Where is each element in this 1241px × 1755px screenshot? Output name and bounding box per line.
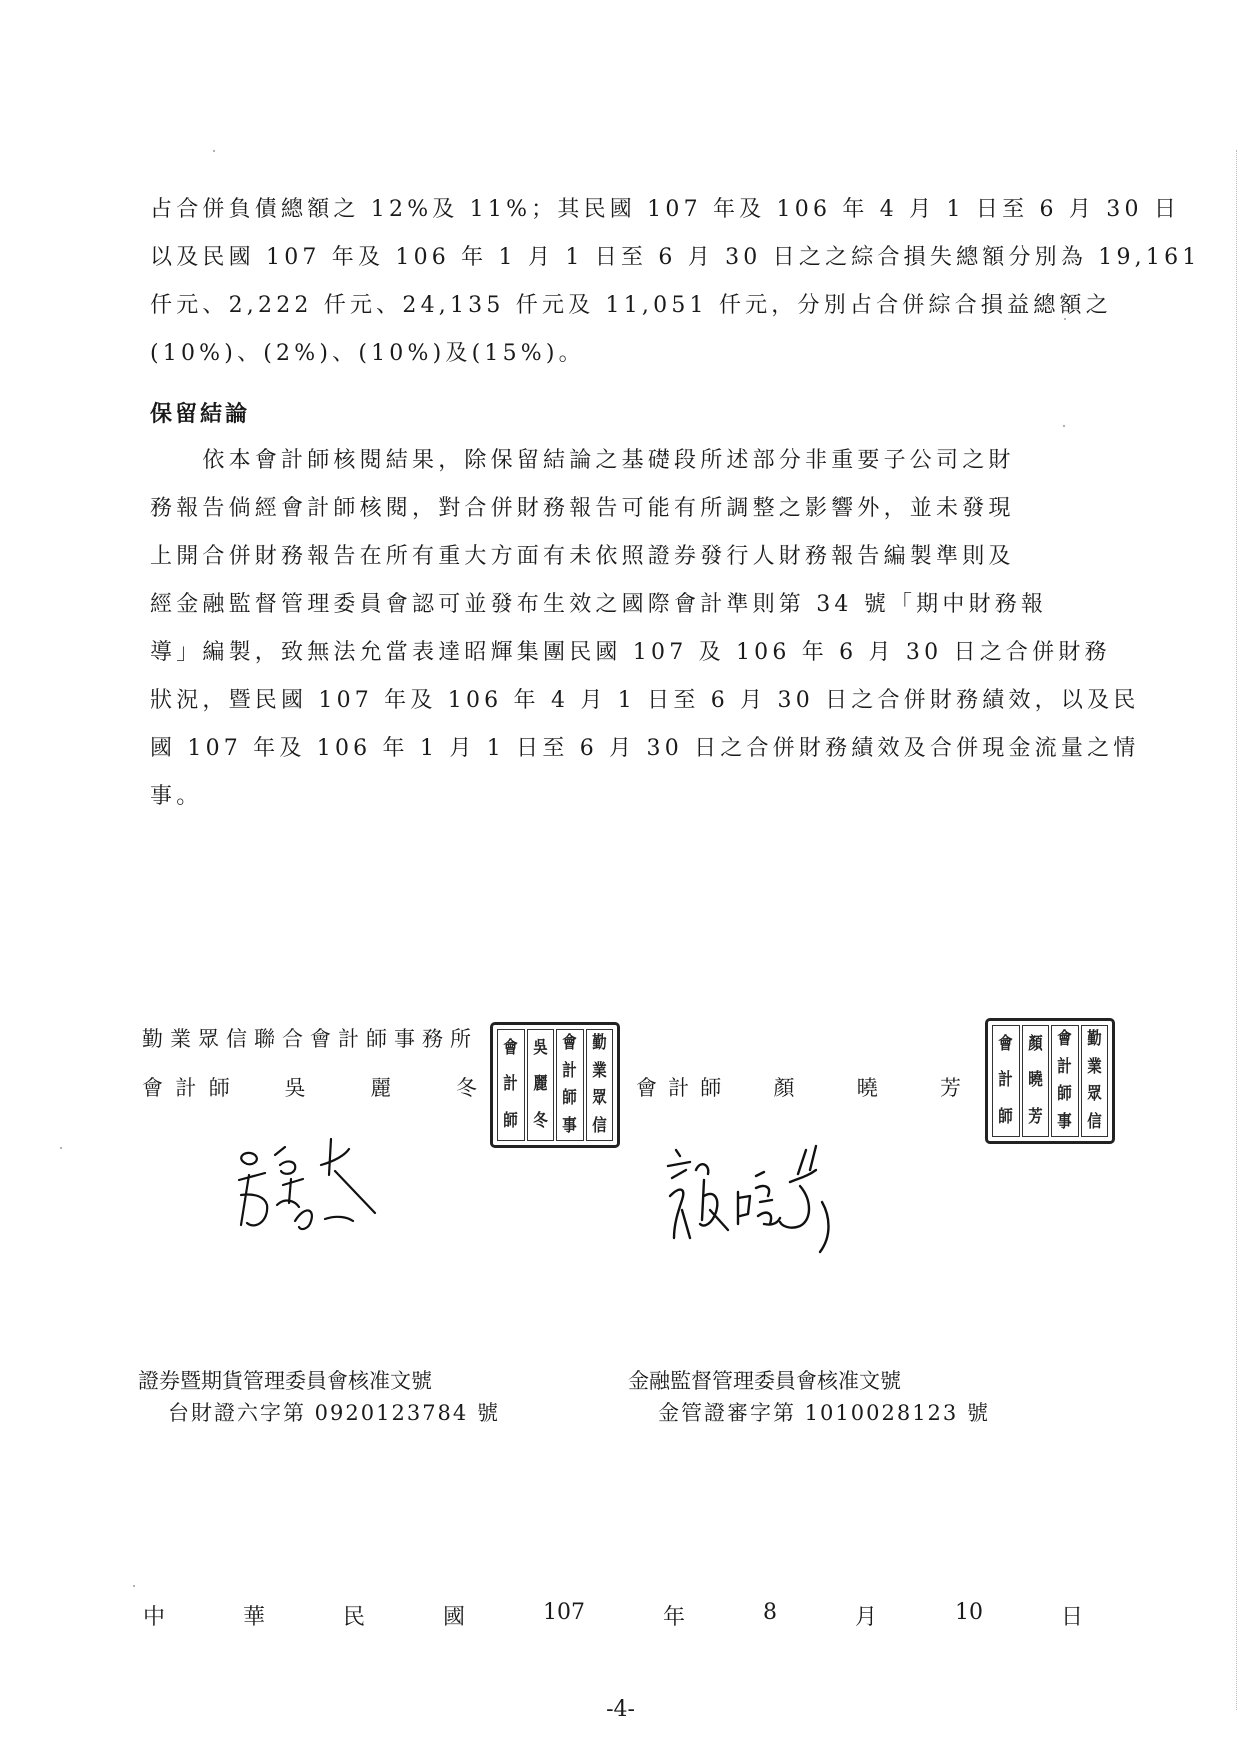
cpa-1-seal-stamp [490,1022,620,1148]
cpa-1-name-char: 冬 [456,1076,477,1100]
paragraph-1-line: (10%)、(2%)、(10%)及(15%)。 [150,341,585,366]
cpa-2-line [636,1072,961,1102]
cpa-1-line [142,1072,477,1102]
approval-right [628,1365,990,1429]
approval-left-number: 台財證六字第 0920123784 號 [168,1401,500,1425]
date-part: 民 [343,1605,366,1630]
paragraph-2-line: 上開合併財務報告在所有重大方面有未依照證券發行人財務報告編製準則及 [150,544,1015,569]
date-part: 日 [1060,1605,1083,1630]
approval-left [138,1365,500,1429]
approval-left-authority: 證券暨期貨管理委員會核准文號 [138,1369,432,1393]
paragraph-1-line: 以及民國 107 年及 106 年 1 月 1 日至 6 月 30 日之之綜合損失總額分別為 19,161 [150,245,1201,270]
scan-speck [1063,425,1065,427]
approval-right-number: 金管證審字第 1010028123 號 [658,1401,990,1425]
report-date [143,1600,1083,1631]
cpa-2-title-char: 師 [700,1076,722,1100]
cpa-2-name-char: 曉 [856,1076,878,1100]
seal-column: 勤 業 眾 信 [586,1029,614,1141]
date-month: 8 [762,1600,777,1625]
paragraph-2-line: 務報告倘經會計師核閱，對合併財務報告可能有所調整之影響外，並未發現 [150,496,1015,521]
date-part: 中 [143,1605,166,1630]
scan-speck [213,150,215,152]
cpa-2-name-char: 芳 [940,1076,961,1100]
scan-speck [133,1585,135,1587]
seal-column: 會 計 師 [497,1029,525,1141]
scan-speck [60,1147,62,1149]
cpa-1-handwritten-signature [225,1135,425,1245]
paragraph-2-line: 國 107 年及 106 年 1 月 1 日至 6 月 30 日之合併財務績效及合併現金流量之情 [150,736,1140,761]
seal-column: 顏 曉 芳 [1022,1025,1050,1137]
paragraph-2-line: 依本會計師核閱結果，除保留結論之基礎段所述部分非重要子公司之財 [150,448,1015,473]
cpa-1-title-char: 會 [142,1076,163,1100]
paragraph-1-line: 仟元、2,222 仟元、24,135 仟元及 11,051 仟元，分別占合併綜合損益總額之 [150,293,1112,318]
approval-right-authority: 金融監督管理委員會核准文號 [628,1369,901,1393]
paragraph-2-line: 經金融監督管理委員會認可並發布生效之國際會計準則第 34 號「期中財務報 [150,592,1048,617]
seal-column: 吳 麗 冬 [527,1029,555,1141]
date-part: 年 [662,1605,685,1630]
page-number: -4- [606,1697,635,1722]
seal-column: 會 計 師 [992,1025,1020,1137]
cpa-2-handwritten-signature [660,1140,860,1260]
date-year: 107 [543,1600,585,1625]
cpa-2-seal-stamp [985,1018,1115,1144]
paragraph-2-line: 狀況，暨民國 107 年及 106 年 4 月 1 日至 6 月 30 日之合併財務績效，以及民 [150,688,1140,713]
cpa-2-title-char: 會 [636,1076,657,1100]
seal-column: 會 計 師 事 [556,1029,584,1141]
seal-column: 會 計 師 事 [1051,1025,1079,1137]
cpa-1-name-char: 吳 [284,1076,306,1100]
paragraph-1-line: 占合併負債總額之 12%及 11%；其民國 107 年及 106 年 4 月 1 日至 6 月 30 日 [150,197,1181,222]
paragraph-2-line: 事。 [150,784,203,809]
cpa-2-title-char: 計 [668,1076,690,1100]
seal-column: 勤 業 眾 信 [1081,1025,1109,1137]
date-part: 月 [854,1605,877,1630]
date-day: 10 [954,1600,983,1625]
cpa-1-name-char: 麗 [370,1076,392,1100]
date-part: 國 [443,1605,466,1630]
section-heading: 保留結論 [150,401,251,427]
firm-name: 勤業眾信聯合會計師事務所 [142,1027,478,1051]
scan-edge-line [1236,150,1237,1710]
paragraph-2-line: 導」編製，致無法允當表達昭輝集團民國 107 及 106 年 6 月 30 日之合併財務 [150,640,1111,665]
cpa-2-name-char: 顏 [773,1076,795,1100]
cpa-1-title-char: 計 [175,1076,197,1100]
date-part: 華 [243,1605,266,1630]
cpa-1-title-char: 師 [208,1076,230,1100]
